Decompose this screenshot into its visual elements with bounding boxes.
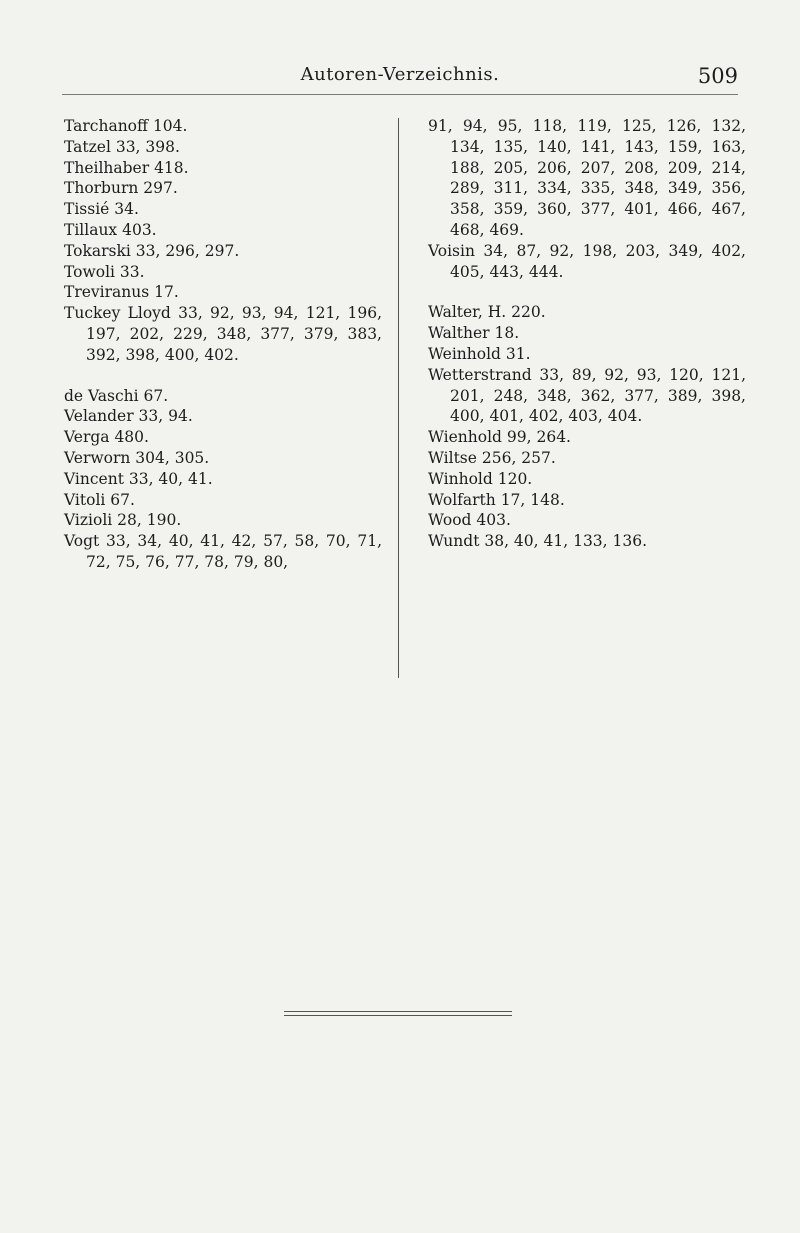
index-entry: Winhold 120. <box>428 469 533 488</box>
group-spacer <box>64 366 382 386</box>
index-entry: Tokarski 33, 296, 297. <box>64 241 240 260</box>
index-entry: Wundt 38, 40, 41, 133, 136. <box>428 532 648 551</box>
right-column <box>428 116 746 552</box>
index-entry: Verworn 304, 305. <box>64 448 210 467</box>
index-entry: Vogt 33, 34, 40, 41, 42, 57, 58, 70, 71, 72, 75, 76, 77, 78, 79, 80, <box>64 532 382 571</box>
index-entry: Vincent 33, 40, 41. <box>64 469 213 488</box>
index-entry: Towoli 33. <box>64 262 145 281</box>
index-entry: Tatzel 33, 398. <box>64 137 180 156</box>
index-entry: Vizioli 28, 190. <box>64 511 182 530</box>
index-entry: Wolfarth 17, 148. <box>428 490 565 509</box>
index-entry: Treviranus 17. <box>64 283 179 302</box>
page-header <box>62 64 738 95</box>
index-entry: Voisin 34, 87, 92, 198, 203, 349, 402, 405, 443, 444. <box>428 241 746 281</box>
index-group-w <box>428 302 746 552</box>
index-entry: Tissié 34. <box>64 200 139 219</box>
index-entry: Theilhaber 418. <box>64 158 189 177</box>
index-entry: Velander 33, 94. <box>64 407 193 426</box>
index-entry: Walter, H. 220. <box>428 303 546 322</box>
index-entry: Verga 480. <box>64 428 149 447</box>
index-entry: 91, 94, 95, 118, 119, 125, 126, 132, 134, 135, 140, 141, 143, 159, 163, 188, 205, 206, 207, 208, 209, 214, 289, 311, 334, 335, 348, 349, 356, 358, 359, 360, 377, 401, 466, 467, 468, 469. <box>428 117 746 239</box>
column-divider <box>398 118 399 678</box>
index-entry: Tarchanoff 104. <box>64 117 188 135</box>
index-entry: Walther 18. <box>428 324 520 343</box>
index-entry: Tuckey Lloyd 33, 92, 93, 94, 121, 196, 197, 202, 229, 348, 377, 379, 383, 392, 398, 400, 402. <box>64 304 382 364</box>
index-entry: Wiltse 256, 257. <box>428 448 556 467</box>
index-entry: Tillaux 403. <box>64 220 157 239</box>
index-entry: Thorburn 297. <box>64 179 178 198</box>
index-entry: Wood 403. <box>428 511 511 530</box>
index-entry: Weinhold 31. <box>428 344 531 363</box>
index-entry: Vitoli 67. <box>64 490 135 509</box>
index-group-t <box>64 116 382 366</box>
index-group-v <box>64 386 382 573</box>
end-rule-line <box>284 1015 512 1016</box>
end-of-index-rule <box>284 1011 512 1019</box>
index-entry: Wienhold 99, 264. <box>428 428 571 447</box>
page-number: 509 <box>697 64 738 88</box>
index-entry: de Vaschi 67. <box>64 386 169 405</box>
index-entry: Wetterstrand 33, 89, 92, 93, 120, 121, 201, 248, 348, 362, 377, 389, 398, 400, 401, 402, 403, 404. <box>428 365 746 426</box>
index-group-v-continued <box>428 116 746 282</box>
end-rule-line <box>284 1011 512 1012</box>
group-spacer <box>428 282 746 302</box>
left-column <box>64 116 382 573</box>
running-title: Autoren-Verzeichnis. <box>300 64 500 85</box>
